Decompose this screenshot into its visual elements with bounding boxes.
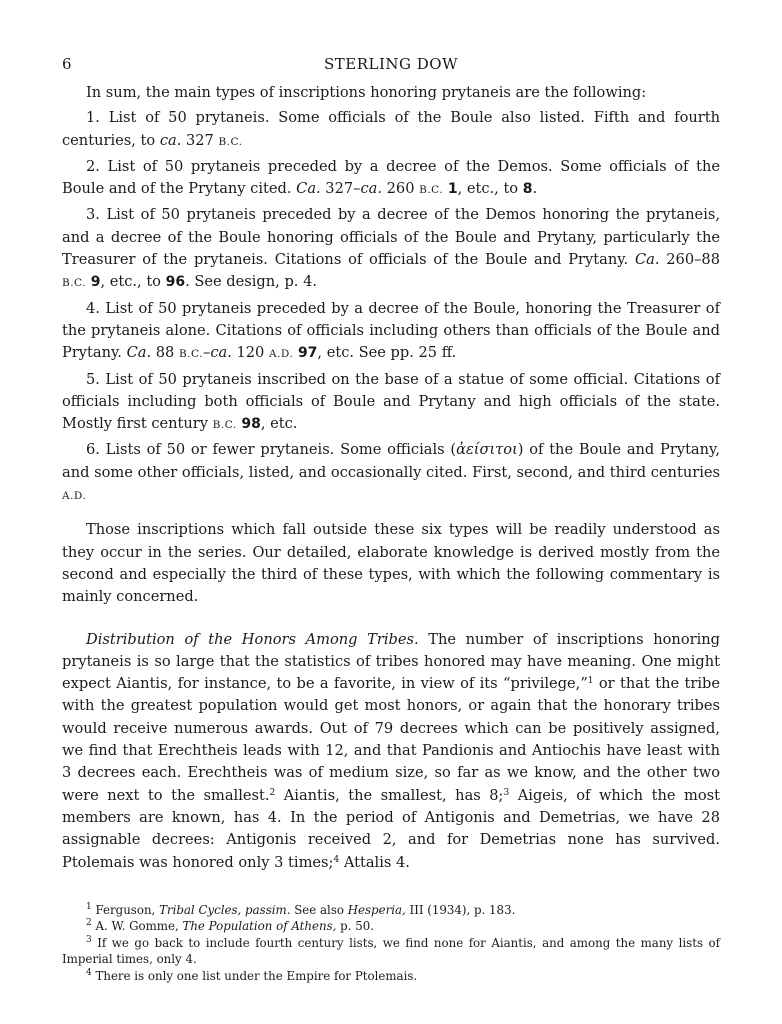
italic-run: Distribution of the Honors Among Tribes.	[86, 630, 419, 648]
type-item: 4. List of 50 prytaneis preceded by a decree of the Boule, honoring the Treasurer of the prytaneis alone. Citations of officials including others than officials of the Boule and Prytany. Ca. 88 B.C.–ca. 120 A.D. 97, etc. See pp. 25 ff.	[62, 299, 720, 362]
footnote-marker: 3	[503, 787, 510, 798]
running-title: STERLING DOW	[323, 55, 459, 73]
inscription-number: 97	[297, 345, 318, 362]
footnote: $^1$ Ferguson, Tribal Cycles, passim. See also Hesperia, III (1934), p. 183.	[86, 901, 516, 917]
footnote-marker: 2	[86, 918, 92, 929]
italic-run: The Population of Athens,	[182, 919, 337, 934]
page	[62, 55, 720, 984]
inscription-number: 1	[447, 181, 458, 198]
running-header	[62, 55, 720, 79]
type-item: 2. List of 50 prytaneis preceded by a decree of the Demos. Some officials of the Boule and of the Prytany cited. Ca. 327–ca. 260 B.C. 1, etc., to 8.	[62, 157, 720, 198]
footnote: $^4$ There is only one list under the Empire for Ptolemais.	[86, 967, 418, 983]
era-abbreviation: B.C.	[62, 277, 87, 290]
footnote-marker: 1	[86, 901, 92, 912]
era-abbreviation: B.C.	[218, 135, 243, 148]
inscription-number: 8	[522, 181, 533, 198]
italic-run: ca.	[159, 131, 182, 149]
types-list	[62, 107, 720, 507]
italic-run: ca.	[360, 180, 382, 198]
footnote-marker: 2	[269, 787, 276, 798]
italic-run: Tribal Cycles, passim.	[159, 902, 291, 917]
type-item: 5. List of 50 prytaneis inscribed on the base of a statue of some official. Citations of officials including both officials of Boule and Prytany and high officials of the state. Mostly first century B.C. 98, etc.	[62, 370, 720, 433]
types-summary-paragraph: Those inscriptions which fall outside these six types will be readily understood as they occur in the series. Our detailed, elaborate knowledge is derived mostly from the second and especially the third of these types, with which the following commentary is mainly concerned.	[62, 521, 720, 606]
era-abbreviation: A.D.	[268, 348, 294, 361]
era-abbreviation: B.C.	[212, 419, 237, 432]
footnote-marker: 3	[86, 934, 92, 945]
era-abbreviation: B.C.	[419, 184, 444, 197]
inscription-number: 9	[90, 274, 101, 291]
inscription-number: 96	[165, 274, 186, 291]
italic-run: Ca.	[296, 180, 321, 198]
italic-run: Ca.	[126, 344, 152, 362]
inscription-number: 98	[241, 416, 261, 433]
italic-run: ἀείσιτοι	[456, 441, 518, 459]
italic-run: Ca.	[634, 251, 660, 269]
italic-run: ca.	[210, 344, 232, 362]
footnote: $^2$ A. W. Gomme, The Population of Athens, p. 50.	[86, 918, 374, 934]
footnote-marker: 4	[86, 967, 92, 978]
italic-run: Hesperia,	[347, 902, 406, 917]
footnote-marker: 4	[333, 854, 340, 865]
type-item: 1. List of 50 prytaneis. Some officials of the Boule also listed. Fifth and fourth centuries, to ca. 327 B.C.	[62, 109, 720, 149]
distribution-paragraph: Distribution of the Honors Among Tribes. The number of inscriptions honoring prytaneis is so large that the statistics of tribes honored may have meaning. One might expect Aiantis, for instance, to be a favorite, in view of its “privilege,”$^1$ or that the tribe with the greatest population would get most honors, or again that the honorary tribes would receive numerous awards. Out of 79 decrees which can be positively assigned, we find that Erechtheis leads with 12, and that Pandionis and Antiochis have least with 3 decrees each. Erechtheis was of medium size, so far as we know, and the other two were next to the smallest.$^2$ Aiantis, the smallest, has 8;$^3$ Aigeis, of which the most members are known, has 4. In the period of Antigonis and Demetrias, we have 28 assignable decrees: Antigonis received 2, and for Demetrias none has survived. Ptolemais was honored only 3 times;$^4$ Attalis 4.	[62, 630, 720, 871]
intro-paragraph: In sum, the main types of inscriptions honoring prytaneis are the following:	[86, 84, 647, 101]
era-abbreviation: A.D.	[62, 490, 87, 503]
footnote: $^3$ If we go back to include fourth century lists, we find none for Aiantis, and among the many lists of Imperial times, only 4.	[62, 934, 720, 967]
era-abbreviation: B.C.	[178, 348, 204, 361]
type-item: 6. Lists of 50 or fewer prytaneis. Some officials (ἀείσιτοι) of the Boule and Prytany, and some other officials, listed, and occasionally cited. First, second, and third centuries A.D.	[62, 441, 720, 503]
footnotes	[62, 902, 720, 985]
type-item: 3. List of 50 prytaneis preceded by a decree of the Demos honoring the prytaneis, and a decree of the Boule honoring officials of the Boule and Prytany, particularly the Treasurer of the prytaneis. Citations of officials of the Boule and Prytany. Ca. 260–88 B.C. 9, etc., to 96. See design, p. 4.	[62, 206, 720, 291]
page-number: 6	[62, 55, 72, 73]
footnote-marker: 1	[587, 676, 594, 687]
